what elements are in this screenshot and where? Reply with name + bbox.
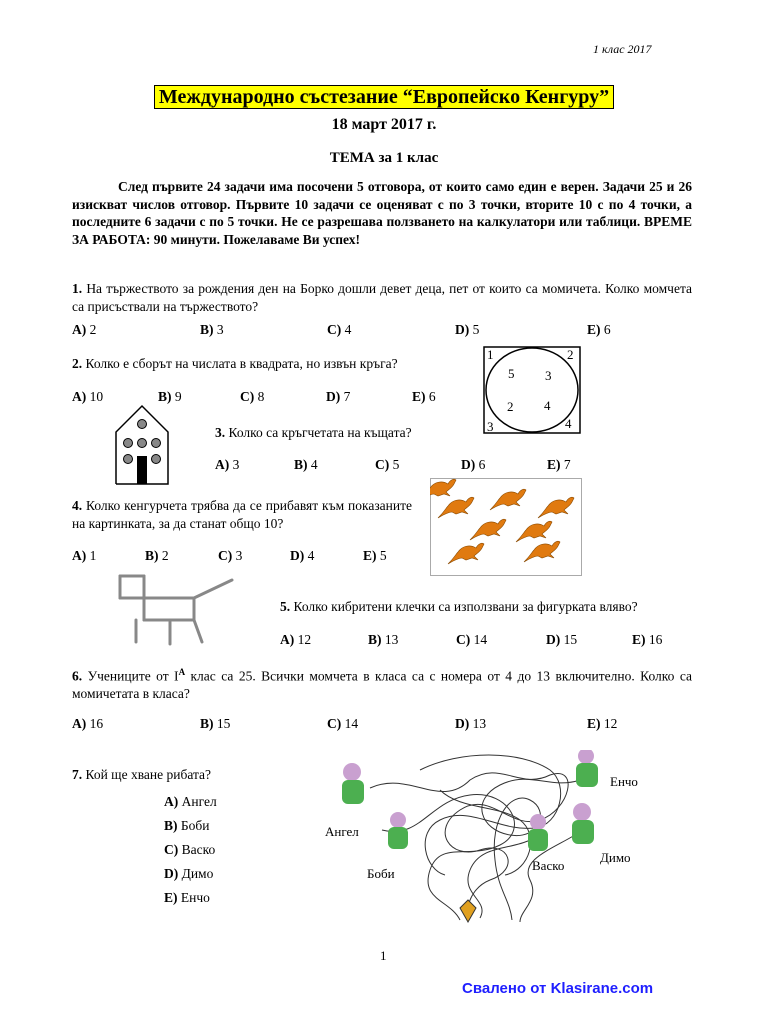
option-value: 2 — [89, 322, 97, 337]
q1-option-e[interactable] — [587, 322, 611, 338]
question-text: Колко са кръгчетата на къщата? — [228, 425, 412, 440]
question-number: 1. — [72, 281, 83, 296]
q5-option-b[interactable] — [368, 632, 398, 648]
option-value: 3 — [216, 322, 224, 337]
option-value: 6 — [478, 457, 486, 472]
house-circle — [138, 439, 147, 448]
option-letter: B) — [145, 548, 159, 563]
question-text: Колко кибритени клечки са използвани за фигурката вляво? — [293, 599, 638, 614]
option-value: 14 — [344, 716, 359, 731]
label-bobi: Боби — [367, 866, 395, 881]
option-value: 7 — [343, 389, 351, 404]
child-bobi-icon — [388, 812, 408, 849]
option-value: 4 — [344, 322, 352, 337]
option-value: 13 — [472, 716, 487, 731]
label-vasko: Васко — [532, 858, 565, 873]
number-corner-br: 4 — [565, 416, 572, 431]
question-number: 2. — [72, 356, 83, 371]
kangaroo-picture — [430, 478, 582, 576]
option-letter: A) — [215, 457, 230, 472]
q3-option-a[interactable] — [215, 457, 239, 473]
child-encho-icon — [576, 750, 598, 787]
q7-option-a[interactable] — [164, 794, 217, 810]
option-value: 6 — [428, 389, 436, 404]
q6-option-c[interactable] — [327, 716, 358, 732]
option-letter: C) — [240, 389, 255, 404]
house-circle — [152, 439, 161, 448]
option-value: 5 — [472, 322, 480, 337]
page-title-wrap — [0, 86, 768, 109]
number-corner-bl: 3 — [487, 419, 494, 434]
q1-option-a[interactable] — [72, 322, 96, 338]
question-text: Колко кенгурчета трябва да се прибавят към показаните на картинката, за да станат общо 10? — [72, 498, 412, 531]
q6-option-e[interactable] — [587, 716, 617, 732]
theme-heading: ТЕМА за 1 клас — [329, 150, 439, 166]
q7-option-c[interactable] — [164, 842, 215, 858]
question-text-b: клас са 25. Всички момчета в класа са с номера от 4 до 13 включително. Колко са момичетата в класа? — [72, 668, 692, 701]
child-angel-icon — [342, 763, 364, 804]
q2-option-a[interactable] — [72, 389, 103, 405]
option-value: 12 — [603, 716, 618, 731]
option-value: Боби — [180, 818, 210, 833]
option-letter: C) — [164, 842, 179, 857]
number-corner-tl: 1 — [487, 347, 494, 362]
option-value: 9 — [174, 389, 182, 404]
source-link[interactable]: Свалено от Klasirane.com — [462, 980, 654, 997]
option-value: 12 — [297, 632, 312, 647]
instructions-paragraph: След първите 24 задачи има посочени 5 отговора, от които само един е верен. Задачи 25 и 26 изискват числов отговор. Първите 10 задачи се оценяват с по 3 точки, вторите 10 с по 4 точки, а последните 6 задачи с по 5 точки. Не се разрешава ползването на калкулатори или таблици. ВРЕМЕ ЗА РАБОТА: 90 минути. Пожелаваме Ви успех! — [72, 179, 692, 247]
option-letter: A) — [164, 794, 179, 809]
option-letter: A) — [72, 389, 87, 404]
question-2 — [72, 355, 398, 373]
q4-option-e[interactable] — [363, 548, 387, 564]
option-value: Енчо — [180, 890, 210, 905]
number-inside-3: 2 — [507, 399, 514, 414]
option-letter: D) — [546, 632, 561, 647]
question-text: На тържеството за рождения ден на Борко дошли девет деца, пет от които са момичета. Колко момчета са присъствали на тържеството? — [72, 281, 693, 314]
child-dimo-icon — [572, 803, 594, 844]
option-letter: E) — [587, 716, 601, 731]
option-value: 8 — [257, 389, 265, 404]
q5-option-e[interactable] — [632, 632, 662, 648]
question-text-a: Учениците от I — [87, 668, 179, 684]
option-letter: A) — [72, 716, 87, 731]
option-letter: B) — [200, 716, 214, 731]
question-number: 4. — [72, 498, 83, 513]
question-number: 7. — [72, 767, 83, 782]
child-vasko-icon — [528, 814, 548, 851]
number-inside-2: 3 — [545, 368, 552, 383]
q2-option-d[interactable] — [326, 389, 350, 405]
house-circle — [152, 455, 161, 464]
question-text: Кой ще хване рибата? — [85, 767, 212, 782]
q1-option-c[interactable] — [327, 322, 351, 338]
option-letter: D) — [164, 866, 179, 881]
question-number: 6. — [72, 668, 83, 684]
option-letter: D) — [461, 457, 476, 472]
q5-option-d[interactable] — [546, 632, 577, 648]
q3-option-e[interactable] — [547, 457, 571, 473]
option-value: Димо — [181, 866, 214, 881]
question-4 — [72, 497, 412, 532]
option-letter: E) — [632, 632, 646, 647]
option-letter: D) — [455, 322, 470, 337]
q2-option-e[interactable] — [412, 389, 436, 405]
option-letter: C) — [327, 322, 342, 337]
q2-option-c[interactable] — [240, 389, 264, 405]
option-letter: D) — [290, 548, 305, 563]
option-value: 6 — [603, 322, 611, 337]
option-letter: E) — [587, 322, 601, 337]
house-door — [137, 456, 147, 484]
page-number: 1 — [380, 948, 387, 963]
option-value: 2 — [161, 548, 169, 563]
option-letter: B) — [368, 632, 382, 647]
option-letter: D) — [326, 389, 341, 404]
option-letter: E) — [547, 457, 561, 472]
question-1 — [72, 280, 692, 315]
option-value: 5 — [392, 457, 400, 472]
option-value: 1 — [89, 548, 97, 563]
q7-option-b[interactable] — [164, 818, 209, 834]
q3-option-d[interactable] — [461, 457, 485, 473]
question-text: Колко е сборът на числата в квадрата, но извън кръга? — [85, 356, 398, 371]
matchsticks — [120, 576, 232, 644]
option-value: 14 — [473, 632, 488, 647]
q5-option-a[interactable] — [280, 632, 311, 648]
question-6 — [72, 664, 692, 703]
option-letter: C) — [375, 457, 390, 472]
option-value: 3 — [232, 457, 240, 472]
q5-option-c[interactable] — [456, 632, 487, 648]
option-value: Васко — [181, 842, 216, 857]
option-value: 16 — [648, 632, 663, 647]
option-value: 4 — [307, 548, 315, 563]
page-title: Международно състезание “Европейско Кенгуру” — [154, 85, 614, 109]
number-inside-4: 4 — [544, 398, 551, 413]
option-value: 16 — [89, 716, 104, 731]
q7-option-e[interactable] — [164, 890, 210, 906]
option-value: 3 — [235, 548, 243, 563]
q6-option-a[interactable] — [72, 716, 103, 732]
question-3 — [215, 424, 412, 442]
q4-option-b[interactable] — [145, 548, 169, 564]
q3-option-c[interactable] — [375, 457, 399, 473]
contest-date: 18 март 2017 г. — [331, 116, 437, 133]
option-value: 15 — [563, 632, 578, 647]
option-letter: A) — [72, 548, 87, 563]
house-circle — [124, 439, 133, 448]
option-letter: B) — [158, 389, 172, 404]
label-dimo: Димо — [600, 850, 631, 865]
option-letter: B) — [164, 818, 178, 833]
option-letter: C) — [327, 716, 342, 731]
class-superscript: A — [178, 667, 186, 677]
question-5 — [280, 598, 638, 616]
q7-option-d[interactable] — [164, 866, 213, 882]
option-letter: C) — [456, 632, 471, 647]
question-7 — [72, 766, 211, 784]
option-value: 4 — [310, 457, 318, 472]
question-number: 5. — [280, 599, 291, 614]
option-letter: E) — [363, 548, 377, 563]
option-letter: A) — [280, 632, 295, 647]
matchstick-figure — [110, 572, 240, 650]
q4-option-a[interactable] — [72, 548, 96, 564]
option-letter: D) — [455, 716, 470, 731]
q3-option-b[interactable] — [294, 457, 318, 473]
q1-option-d[interactable] — [455, 322, 479, 338]
option-letter: C) — [218, 548, 233, 563]
option-letter: B) — [200, 322, 214, 337]
fish-icon — [460, 900, 476, 922]
grade-year-header: 1 клас 2017 — [593, 42, 652, 56]
option-letter: E) — [164, 890, 178, 905]
q2-option-b[interactable] — [158, 389, 182, 405]
option-letter: B) — [294, 457, 308, 472]
option-value: 15 — [216, 716, 231, 731]
number-corner-tr: 2 — [567, 347, 574, 362]
q1-option-b[interactable] — [200, 322, 224, 338]
q6-option-d[interactable] — [455, 716, 486, 732]
option-value: Ангел — [181, 794, 217, 809]
house-circle — [138, 420, 147, 429]
q6-option-b[interactable] — [200, 716, 230, 732]
square-circle-figure — [483, 346, 583, 436]
q4-option-c[interactable] — [218, 548, 242, 564]
option-value: 7 — [563, 457, 571, 472]
option-value: 10 — [89, 389, 104, 404]
option-value: 13 — [384, 632, 399, 647]
label-angel: Ангел — [325, 824, 359, 839]
q4-option-d[interactable] — [290, 548, 314, 564]
fishing-maze-figure — [320, 750, 650, 925]
question-number: 3. — [215, 425, 226, 440]
house-circle — [124, 455, 133, 464]
option-letter: E) — [412, 389, 426, 404]
option-letter: A) — [72, 322, 87, 337]
label-encho: Енчо — [610, 774, 638, 789]
number-inside-1: 5 — [508, 366, 515, 381]
option-value: 5 — [379, 548, 387, 563]
house-figure — [112, 404, 174, 486]
